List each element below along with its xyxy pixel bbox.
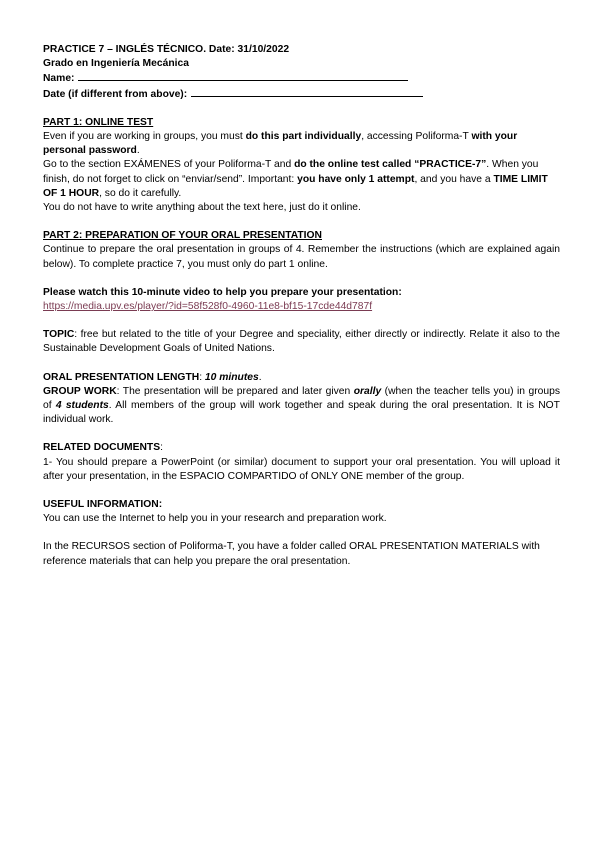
part2-title: PART 2: PREPARATION OF YOUR ORAL PRESENTATION — [43, 230, 322, 242]
part1-title: PART 1: ONLINE TEST — [43, 116, 154, 128]
name-blank — [78, 71, 408, 81]
text: . All members of the group will work together and speak during the oral presentation. It is NOT individual work. — [43, 400, 560, 426]
text: . — [258, 371, 262, 383]
degree-name: Grado en Ingeniería Mecánica — [43, 58, 189, 70]
emphasis: orally — [353, 385, 382, 397]
text: . — [136, 145, 140, 157]
text: , and you have a — [414, 173, 494, 185]
text: : — [160, 442, 163, 454]
video-link-line — [43, 300, 560, 314]
related-heading — [43, 441, 560, 455]
text: . When you finish, do not forget to click on “enviar/send”. Important: — [43, 159, 539, 185]
useful-paragraph: You can use the Internet to help you in your research and preparation work. — [43, 513, 387, 525]
part1-paragraph-1 — [43, 130, 560, 158]
group-paragraph — [43, 385, 560, 428]
date-blank — [191, 87, 423, 97]
text: Go to the section EXÁMENES of your Poliforma-T and — [43, 159, 295, 171]
name-label: Name: — [43, 73, 75, 85]
length-line — [43, 371, 560, 385]
topic-paragraph — [43, 328, 560, 356]
text: : The presentation will be prepared and later given — [116, 385, 354, 397]
text: : — [199, 371, 205, 383]
group-label: GROUP WORK — [43, 385, 117, 397]
name-line — [43, 71, 560, 86]
emphasis: 4 students — [55, 400, 109, 412]
part2-paragraph-1: Continue to prepare the oral presentation in groups of 4. Remember the instructions (which are explained again below). To complete practice 7, you must only do part 1 online. — [43, 244, 560, 270]
emphasis: you have only 1 attempt — [297, 173, 415, 185]
topic-text: : free but related to the title of your Degree and speciality, either directly or indirectly. Relate it also to the Sustainable Development Goals of United Nations. — [43, 329, 560, 355]
text: (when the teacher tells you) in groups of — [43, 385, 560, 412]
emphasis: with your personal password — [43, 131, 518, 157]
date-line — [43, 87, 560, 102]
length-label: ORAL PRESENTATION LENGTH — [43, 371, 200, 383]
text: Even if you are working in groups, you must — [43, 131, 246, 143]
related-label: RELATED DOCUMENTS — [43, 442, 161, 454]
document-title: PRACTICE 7 – INGLÉS TÉCNICO. Date: 31/10/2022 — [43, 44, 290, 55]
related-paragraph: 1- You should prepare a PowerPoint (or similar) document to support your oral presentation. You will upload it after your presentation, in the ESPACIO COMPARTIDO of ONLY ONE member of the group. — [43, 456, 560, 482]
resources-paragraph: In the RECURSOS section of Poliforma-T, you have a folder called ORAL PRESENTATION MATERIALS with reference materials that can help you prepare the oral presentation. — [43, 541, 540, 567]
length-value: 10 minutes — [204, 371, 259, 383]
video-label: Please watch this 10-minute video to help you prepare your presentation: — [43, 286, 402, 298]
video-link[interactable]: https://media.upv.es/player/?id=58f528f0-4960-11e8-bf15-17cde44d787f — [43, 301, 373, 313]
text: , accessing Poliforma-T — [361, 131, 472, 143]
useful-heading: USEFUL INFORMATION: — [43, 499, 163, 511]
emphasis: do the online test called “PRACTICE-7” — [294, 159, 487, 171]
text: , so do it carefully. — [99, 187, 182, 199]
part1-paragraph-3: You do not have to write anything about the text here, just do it online. — [43, 202, 361, 214]
emphasis: do this part individually — [245, 131, 362, 143]
topic-label: TOPIC — [43, 329, 75, 341]
emphasis: TIME LIMIT OF 1 HOUR — [43, 173, 548, 199]
date-label: Date (if different from above): — [43, 88, 188, 100]
part1-paragraph-2 — [43, 158, 560, 201]
